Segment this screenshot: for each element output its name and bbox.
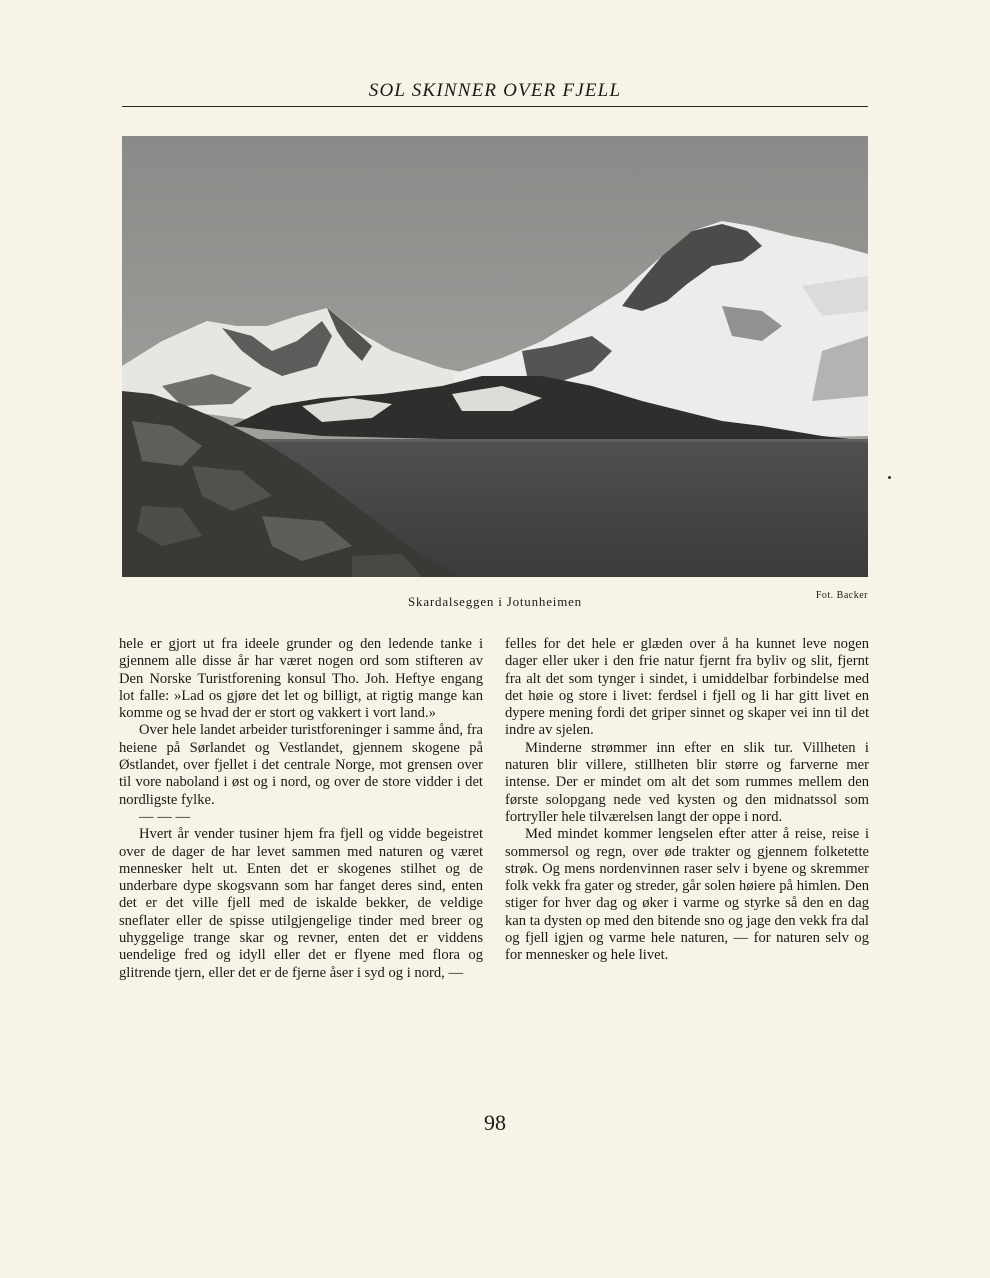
right-text-column [505, 636, 869, 965]
section-divider: — — — [139, 808, 191, 825]
print-speck [888, 476, 891, 479]
page-number: 98 [484, 1110, 506, 1135]
paragraph: Hvert år vender tusiner hjem fra fjell og vidde begeistret over de dager de har levet sammen med naturen og været mennesker helt ut. Enten det er skogenes stilhet og de underbare dype skogsvann som har fanget deres sind, enten det er det ville fjell med de iskalde bekker, de veldige sneflater eller de spisse utilgjengelige tinder med breer og uhyggelige trange skar og revner, enten det er viddens uendelige fred og idyll eller det er flyene med flora og glitrende tjern, eller det er de fjerne åser i syd og i nord, — [119, 826, 483, 981]
running-header [122, 80, 868, 107]
photo-illustration [122, 136, 868, 577]
paragraph: Over hele landet arbeider turistforeninger i samme ånd, fra heiene på Sørlandet og Vestlandet, gjennem skogene på Østlandet, over fjellet i det centrale Norge, mot grensen over til vore naboland i øst og i nord, og over de store vidder i det nordligste fylke. [119, 722, 483, 808]
running-header-title: SOL SKINNER OVER FJELL [368, 80, 622, 101]
photo-caption-row [122, 590, 868, 610]
paragraph: Med mindet kommer lengselen efter atter å reise, reise i sommersol og regn, over øde trakter og gjennem folketette strøk. Og mens nordenvinnen raser selv i byene og skremmer folk vekk fra gater og streder, går solen høiere på himlen. Den stiger for hver dag og øker i varme og styrke så den en dag kan ta dysten op med den bitende sno og jage den vekk fra dal og fjell igjen og varme hele naturen, — for naturen selv og for mennesker og hele livet. [505, 826, 869, 964]
mountain-lake-photo [122, 136, 868, 577]
photo-caption: Skardalseggen i Jotunheimen [408, 594, 582, 609]
paragraph: felles for det hele er glæden over å ha kunnet leve nogen dager eller uker i den frie natur fjernt fra byliv og slit, fjernt fra alt det som tynger i sindet, i umiddelbar forbindelse med det høie og store i livet: ferdsel i fjell og li har gitt livet en dypere mening fordi det griper sinnet og skaper vei inn til det indre av sjelen. [505, 636, 869, 739]
photo-credit: Fot. Backer [815, 590, 868, 601]
paragraph: hele er gjort ut fra ideele grunder og den ledende tanke i gjennem alle disse år har været nogen ord som stifteren av Den Norske Turistforening konsul Tho. Joh. Heftye engang lot falle: »Lad os gjøre det let og billigt, at rigtig mange kan komme og se hvad der er stort og vakkert i vort land.» [119, 636, 483, 722]
paragraph: Minderne strømmer inn efter en slik tur. Villheten i naturen blir villere, stillheten blir større og farverne mer intense. Der er mindet om alt det som rummes mellem den første solopgang nede ved kysten og den midnatssol som fortryller hele tilværelsen langt der oppe i nord. [505, 739, 869, 825]
left-text-column [119, 636, 483, 982]
